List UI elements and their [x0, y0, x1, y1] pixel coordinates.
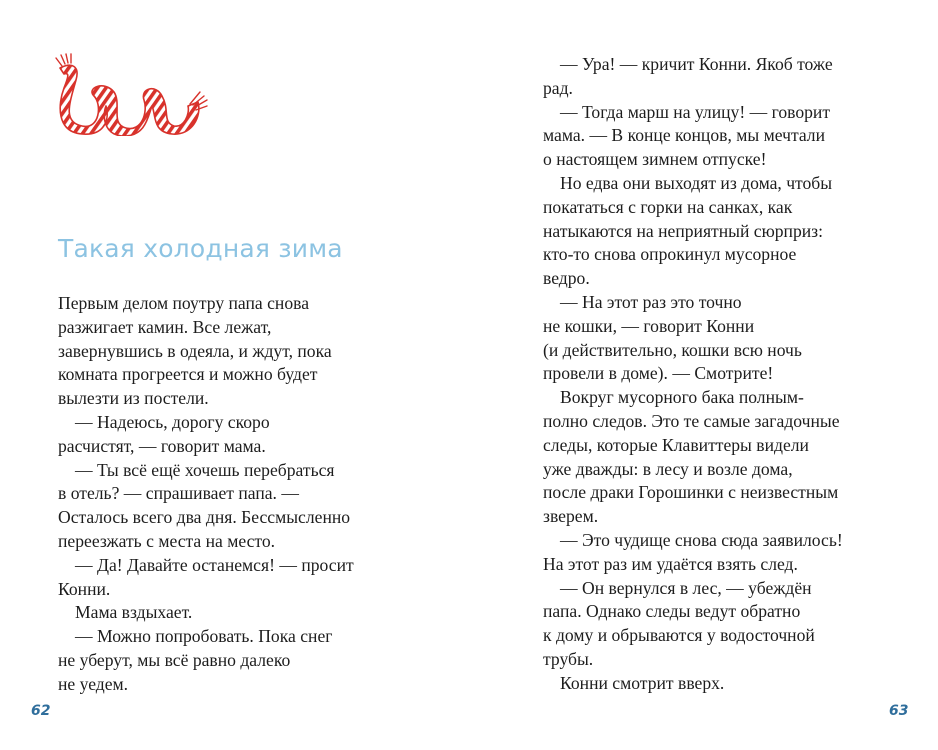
text-line: разжигает камин. Все лежат, [58, 316, 272, 337]
text-line: — На этот раз это точно [560, 291, 742, 312]
text-line: к дому и обрываются у водосточной [543, 625, 815, 646]
text-line: — Он вернулся в лес, — убеждён [560, 577, 812, 598]
text-line: вылезти из постели. [58, 388, 209, 409]
text-line: в отель? — спрашивает папа. — [58, 483, 299, 504]
text-line: ведро. [543, 268, 590, 289]
text-line: папа. Однако следы ведут обратно [543, 601, 801, 622]
text-line: провели в доме). — Смотрите! [543, 363, 774, 384]
text-line: трубы. [543, 648, 594, 669]
text-line: Конни. [58, 578, 111, 599]
text-line: Первым делом поутру папа снова [58, 293, 310, 313]
text-line: полно следов. Это те самые загадочные [543, 410, 840, 431]
text-line: На этот раз им удаётся взять след. [543, 553, 798, 574]
text-line: не уберут, мы всё равно далеко [58, 649, 291, 670]
text-line: расчистят, — говорит мама. [58, 435, 266, 456]
text-line: Конни смотрит вверх. [560, 672, 725, 693]
text-line: — Ура! — кричит Конни. Якоб тоже [560, 54, 833, 74]
text-line: рад. [543, 77, 573, 98]
text-line: переезжать с места на место. [58, 530, 276, 551]
text-line: — Это чудище снова сюда заявилось! [560, 529, 843, 550]
text-line: о настоящем зимнем отпуске! [543, 149, 767, 170]
text-line: следы, которые Клавиттеры видели [543, 434, 809, 455]
text-line: — Да! Давайте останемся! — просит [75, 554, 354, 575]
text-line: завернувшись в одеяла, и ждут, пока [58, 340, 332, 361]
text-line: — Надеюсь, дорогу скоро [75, 411, 270, 432]
text-line: Но едва они выходят из дома, чтобы [560, 172, 833, 193]
striped-scarf-illustration [52, 52, 208, 136]
text-line: Мама вздыхает. [75, 602, 193, 623]
right-page-body-text [543, 53, 843, 696]
text-line: мама. — В конце концов, мы мечтали [543, 125, 826, 146]
text-line: уже дважды: в лесу и возле дома, [543, 458, 793, 479]
text-line: — Ты всё ещё хочешь перебраться [75, 459, 335, 480]
text-line: кто-то снова опрокинул мусорное [543, 244, 797, 265]
text-line: не уедем. [58, 673, 129, 694]
text-line: после драки Горошинки с неизвестным [543, 482, 839, 503]
chapter-title: Такая холодная зима [58, 234, 343, 263]
page-number-left: 62 [31, 703, 51, 719]
left-page-body-text [58, 292, 354, 697]
text-line: комната прогреется и можно будет [58, 364, 318, 385]
text-line: (и действительно, кошки всю ночь [543, 339, 802, 360]
text-line: покататься с горки на санках, как [543, 196, 793, 217]
text-line: — Можно попробовать. Пока снег [75, 626, 333, 647]
text-line: не кошки, — говорит Конни [543, 315, 755, 336]
text-line: Вокруг мусорного бака полным- [560, 387, 804, 408]
text-line: Осталось всего два дня. Бессмысленно [58, 507, 351, 528]
text-line: зверем. [543, 506, 599, 527]
text-line: натыкаются на неприятный сюрприз: [543, 220, 824, 241]
text-line: — Тогда марш на улицу! — говорит [560, 101, 831, 122]
page-number-right: 63 [889, 703, 909, 719]
